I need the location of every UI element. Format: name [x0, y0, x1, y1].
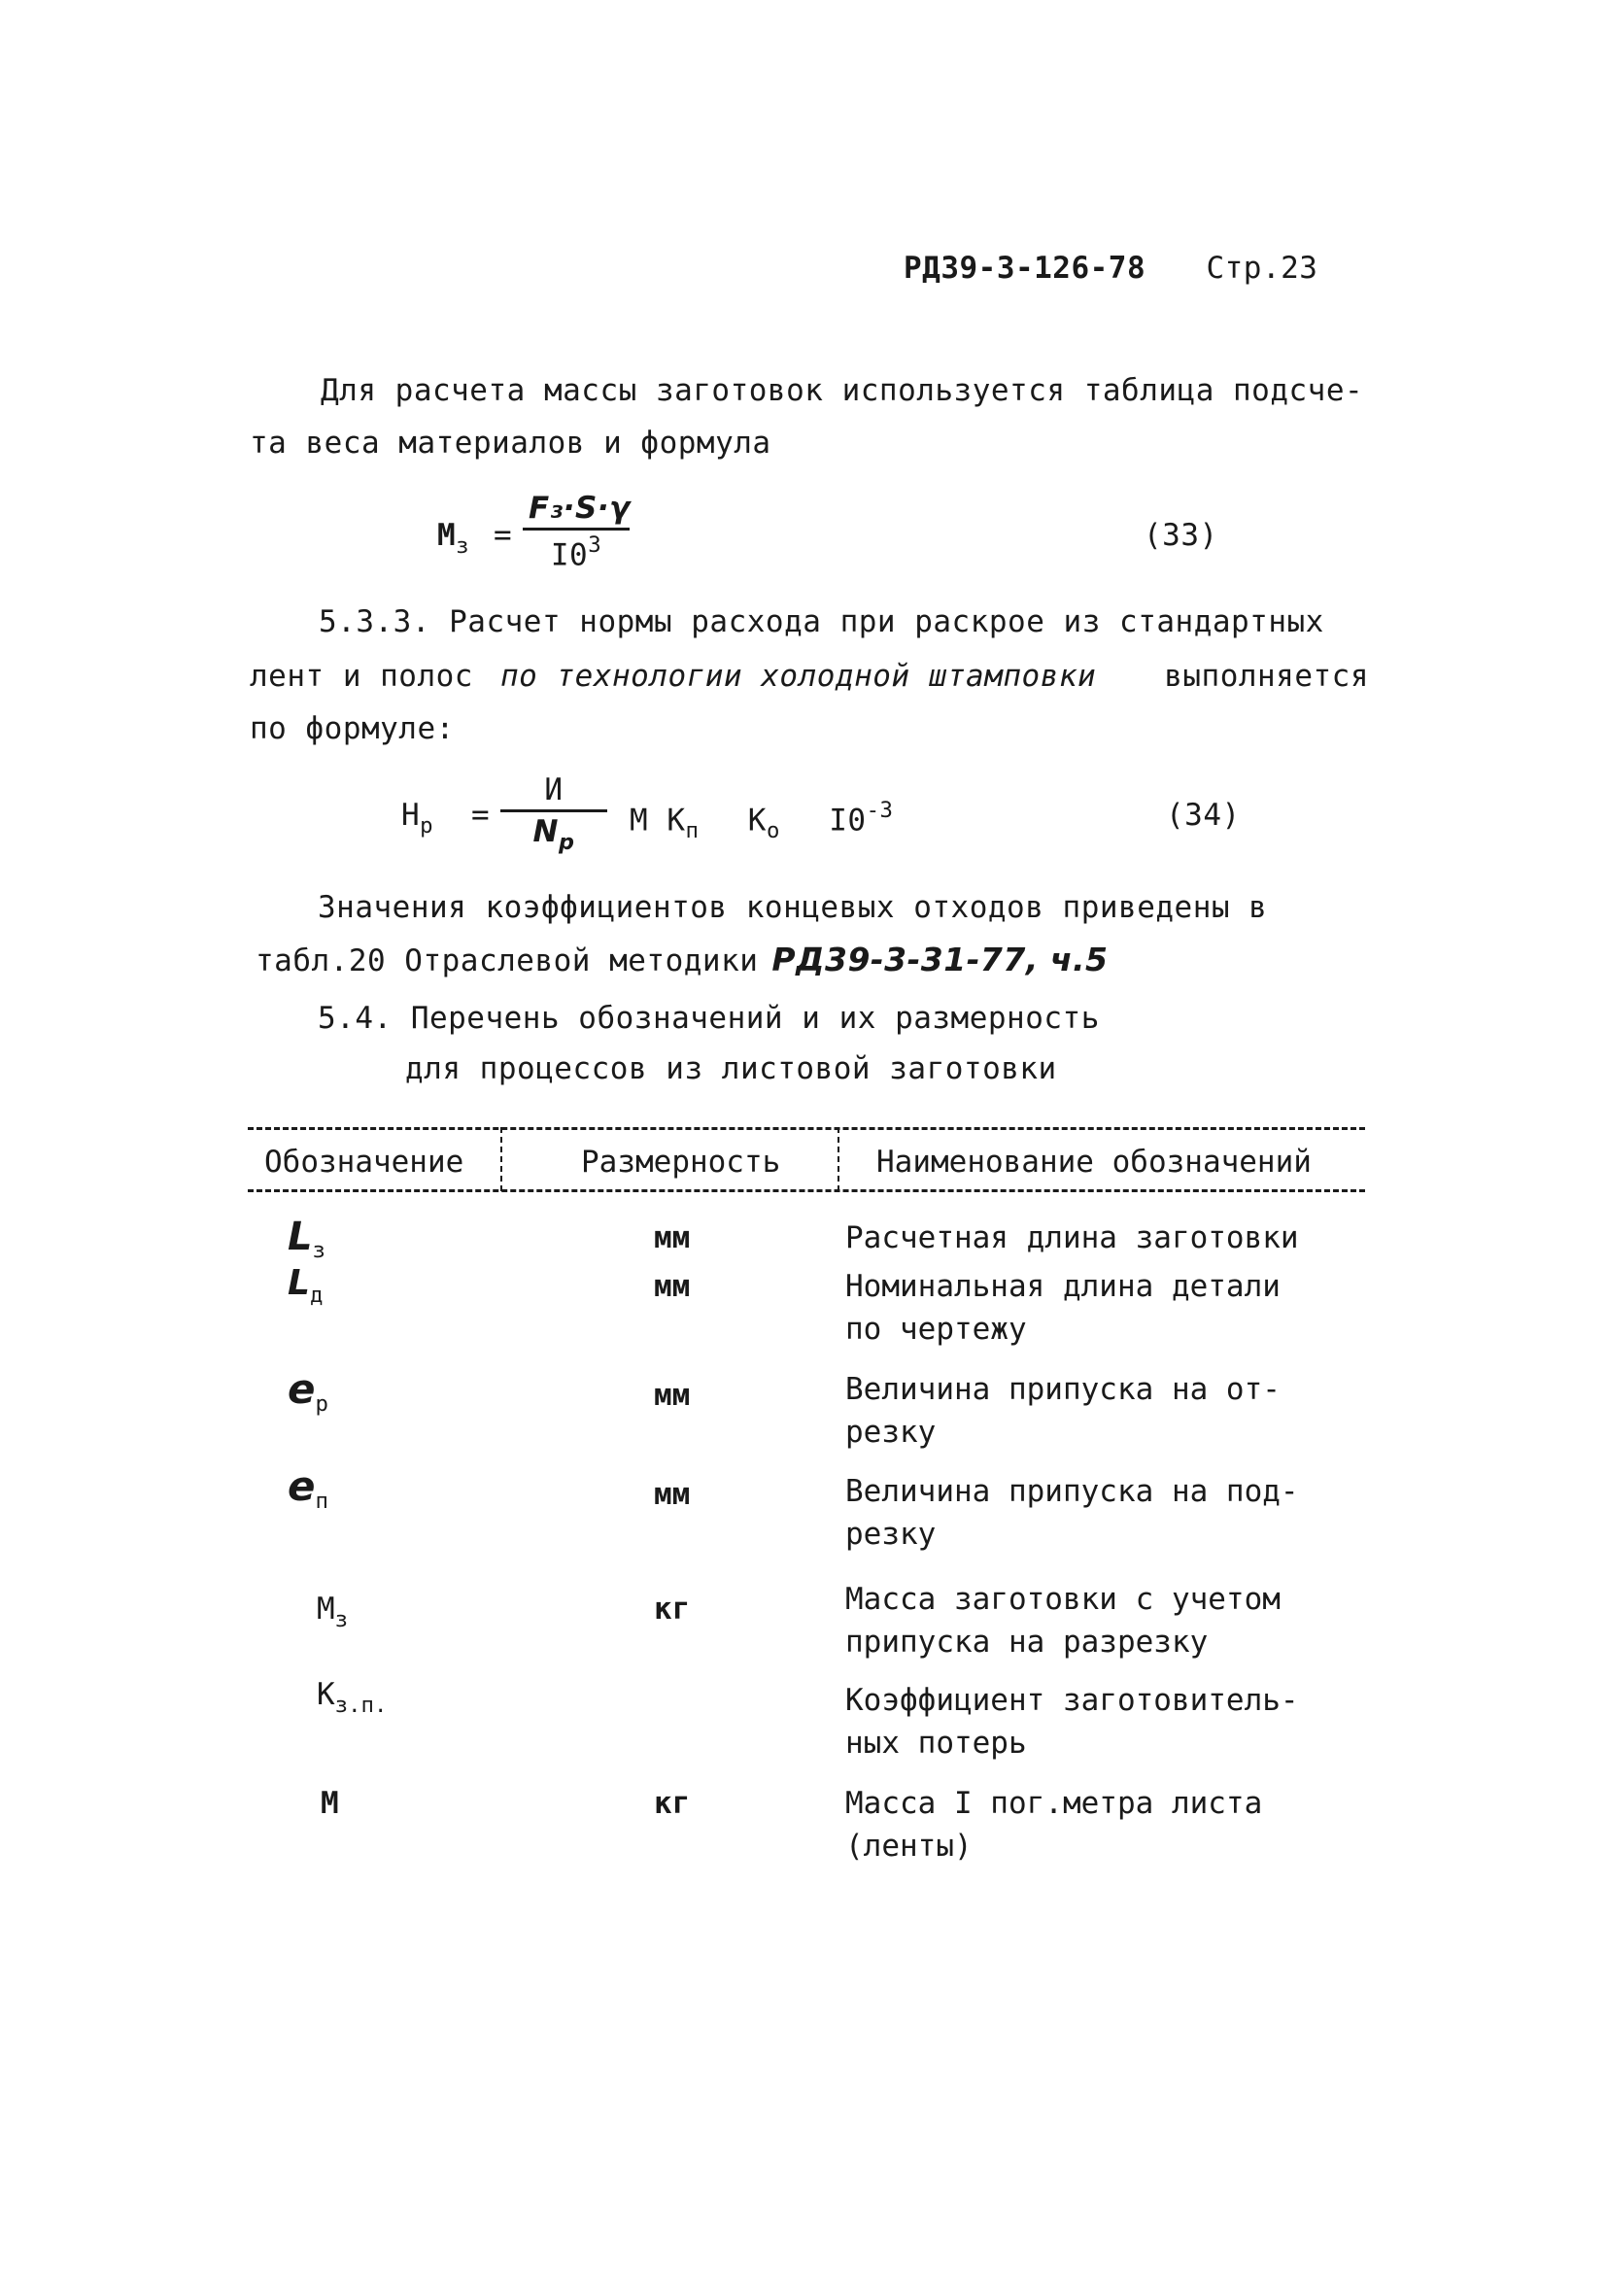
section-title-line-1: 5.4. Перечень обозначений и их размерность	[318, 1001, 1100, 1036]
table-header-unit: Размерность	[581, 1145, 781, 1180]
table-row-5-name: Масса заготовки с учетом припуска на разрезку	[845, 1582, 1281, 1660]
table-column-separator-2	[838, 1127, 839, 1191]
table-row-1-unit: мм	[654, 1220, 691, 1255]
handwritten-reference: РД39-3-31-77, ч.5	[771, 941, 1109, 978]
table-row-6-symbol: $К_{з.п.}$	[317, 1677, 388, 1718]
formula-33-denominator: $I0^3$	[550, 532, 602, 573]
paragraph-3-line-1: Значения коэффициентов концевых отходов приведены в	[318, 890, 1268, 925]
formula-34	[401, 772, 1256, 870]
table-row-4-name: Величина припуска на под- резку	[845, 1474, 1299, 1552]
table-header-name: Наименование обозначений	[876, 1145, 1312, 1180]
table-top-rule	[248, 1127, 1365, 1130]
table-column-separator-1	[500, 1127, 502, 1191]
formula-34-denominator: $N_р$	[532, 814, 575, 855]
formula-33-fraction	[523, 491, 630, 572]
table-row-3-unit: мм	[654, 1378, 691, 1413]
paragraph-2-line-3: по формуле:	[250, 711, 455, 746]
formula-34-fraction	[500, 772, 607, 855]
table-header-symbol: Обозначение	[264, 1145, 464, 1180]
paragraph-1-line-1: Для расчета массы заготовок используется таблица подсче-	[321, 373, 1364, 408]
table-row-7-name: Масса I пог.метра листа (ленты)	[845, 1786, 1263, 1864]
paragraph-2-line-1: 5.3.3. Расчет нормы расхода при раскрое из стандартных	[319, 604, 1324, 639]
table-row-5-symbol: $М_з$	[317, 1592, 349, 1632]
table-row-1-symbol: $L_з$	[288, 1215, 325, 1263]
table-row-4-unit: мм	[654, 1477, 691, 1512]
formula-34-lhs: $Н_р$	[401, 798, 434, 839]
formula-34-terms: М $К_п$ $К_о$ $I0^{-3}$	[630, 798, 894, 844]
paragraph-3-line-2: табл.20 Отраслевой методики РД39-3-31-77, ч.5	[256, 941, 1109, 978]
page-header	[904, 251, 1317, 286]
table-row-6-name: Коэффициент заготовитель- ных потерь	[845, 1683, 1299, 1761]
formula-33-numerator: F₃·S·γ	[523, 491, 630, 531]
table-row-1-name: Расчетная длина заготовки	[845, 1220, 1299, 1255]
formula-33	[437, 491, 1218, 578]
table-header-rule	[248, 1189, 1365, 1192]
formula-33-lhs: $М_з$	[437, 518, 470, 559]
table-row-2-unit: мм	[654, 1269, 691, 1304]
table-row-2-name: Номинальная длина детали по чертежу	[845, 1269, 1281, 1347]
table-row-3-name: Величина припуска на от- резку	[845, 1372, 1281, 1450]
table-row-4-symbol: $e_п$	[288, 1462, 328, 1514]
formula-33-equals: =	[494, 518, 513, 553]
table-row-7-unit: кг	[654, 1786, 691, 1821]
table-row-3-symbol: $e_р$	[288, 1365, 328, 1417]
table-row-2-symbol: $L_д$	[288, 1263, 324, 1308]
table-row-7-symbol: М	[321, 1786, 339, 1821]
formula-33-number: (33)	[1144, 518, 1218, 553]
formula-34-numerator: И	[500, 772, 607, 812]
formula-34-number: (34)	[1166, 798, 1241, 833]
formula-34-equals: =	[471, 798, 491, 833]
table-row-5-unit: кг	[654, 1592, 691, 1627]
paragraph-1-line-2: та веса материалов и формула	[250, 426, 771, 461]
section-title-line-2: для процессов из листовой заготовки	[405, 1051, 1057, 1086]
page-number: Стр.23	[1206, 251, 1318, 286]
doc-code: РД39-3-126-78	[904, 251, 1146, 286]
paragraph-2-line-2: лент и полос по технологии холодной штамповки выполняется	[250, 659, 1370, 694]
